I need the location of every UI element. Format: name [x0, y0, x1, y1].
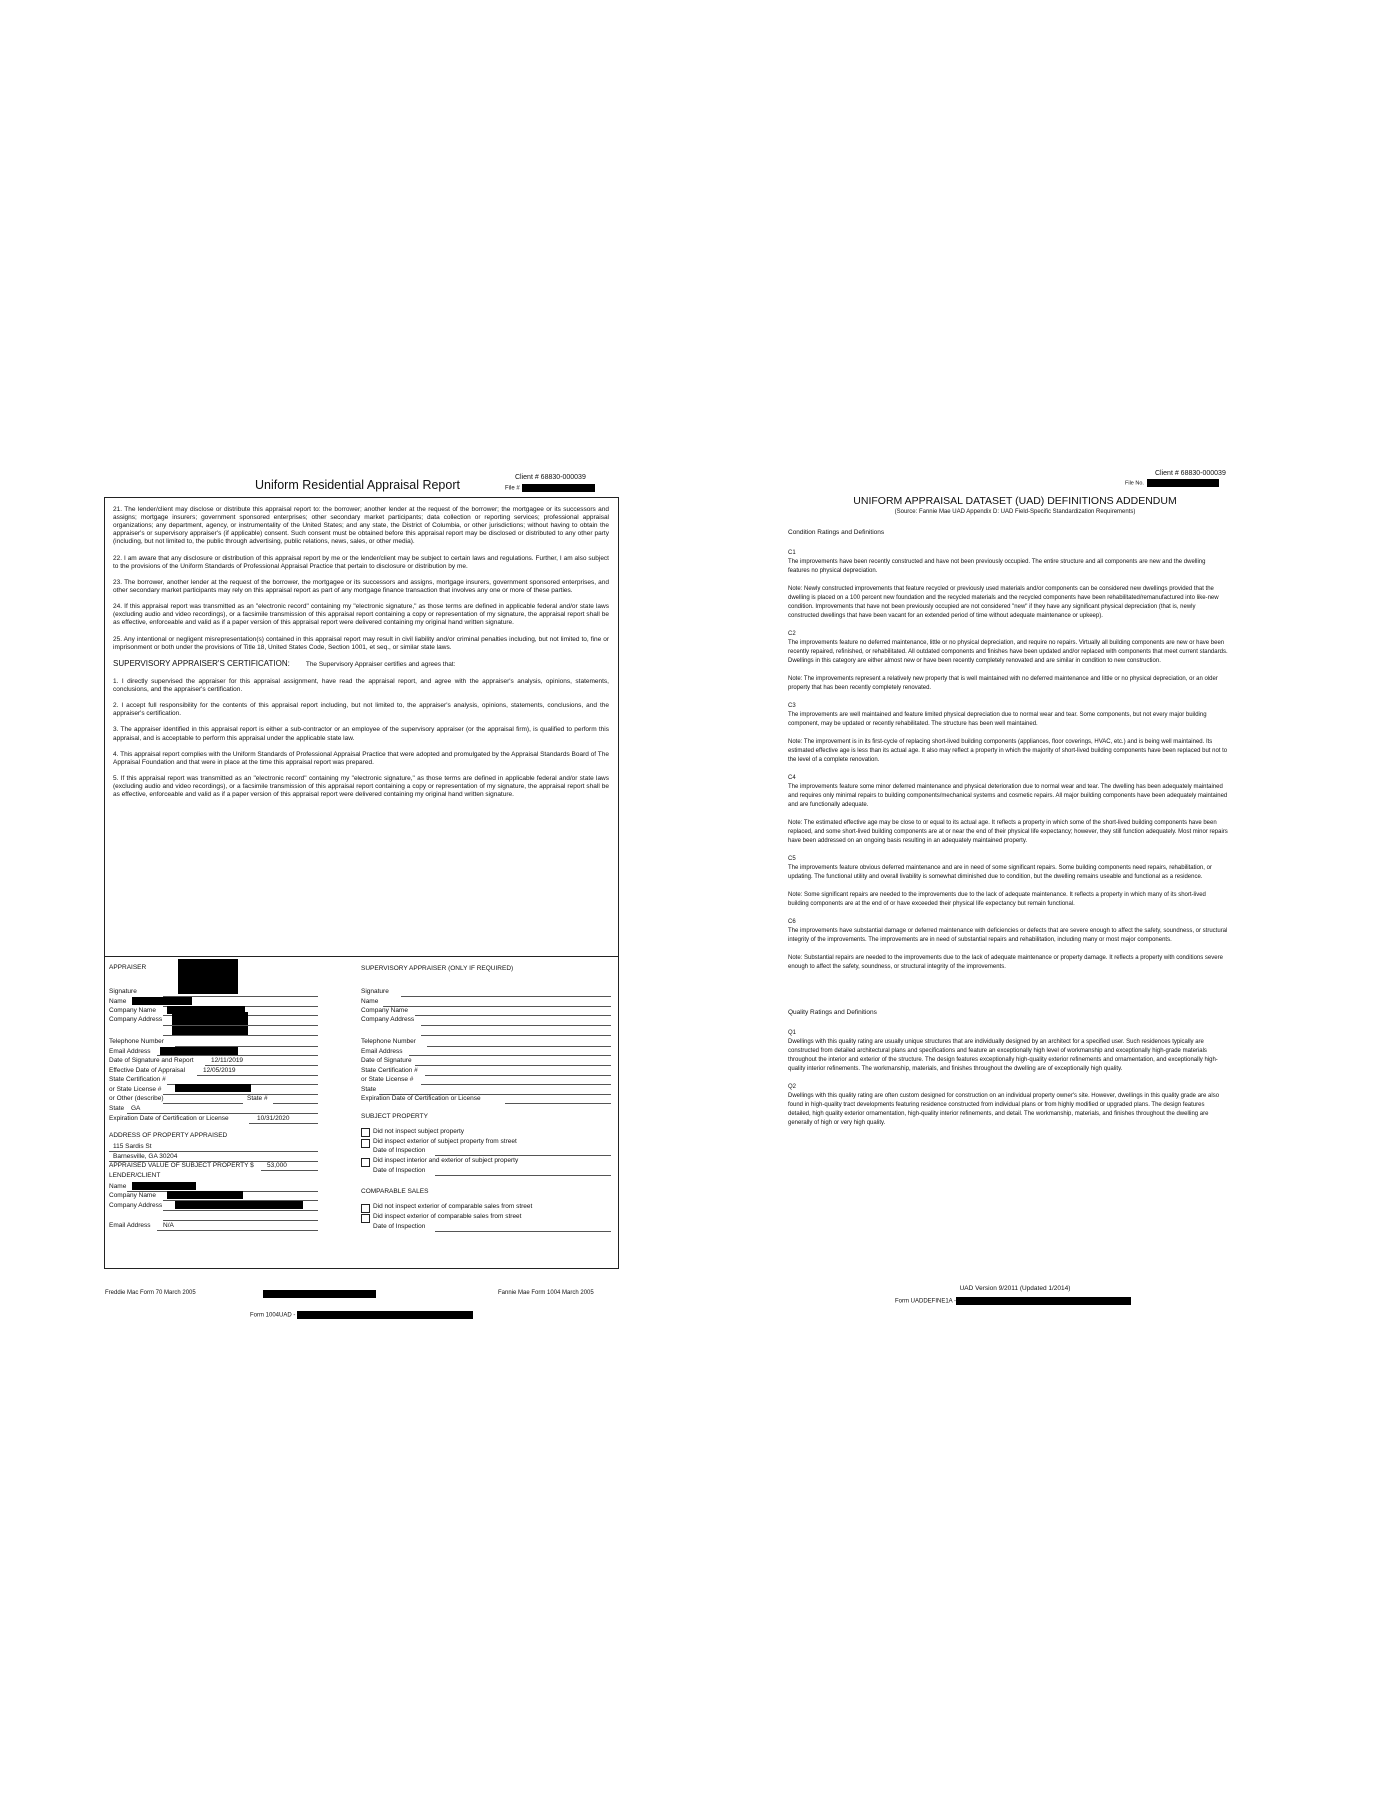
subj-not-inspected-checkbox[interactable] [361, 1128, 370, 1137]
redaction-block [956, 1297, 1131, 1305]
other-describe-label: or Other (describe) [109, 1095, 164, 1102]
comp-exterior-label: Did inspect exterior of comparable sales from street [373, 1213, 522, 1220]
paragraph-25: 25. Any intentional or negligent misrepresentation(s) contained in this appraisal report may result in civil liability and/or criminal penalties including, but not limited to, fine or imprisonment or both under the provisions of Title 18, United States Code, Section 1001, et seq., or similar state laws. [113, 635, 609, 651]
sup-signature-line [401, 996, 611, 997]
sup-date-label: Date of Signature [361, 1057, 412, 1064]
state-value: GA [131, 1105, 141, 1112]
condition-heading: Condition Ratings and Definitions [788, 529, 885, 536]
redaction-block [1147, 479, 1219, 487]
supervisory-appraiser-heading: SUPERVISORY APPRAISER (ONLY IF REQUIRED) [361, 965, 514, 972]
sup-signature-label: Signature [361, 988, 389, 995]
condition-code: C4 [788, 775, 796, 781]
file-label: File No. [1125, 480, 1144, 487]
sup-name-line [383, 1006, 611, 1007]
lender-company-label: Company Name [109, 1192, 156, 1199]
redaction-block [167, 1191, 243, 1199]
appraised-value-line [261, 1170, 318, 1171]
form-label: Form UADDEFINE1A - [895, 1298, 957, 1305]
lender-name-label: Name [109, 1183, 127, 1190]
supervisory-item-2: 2. I accept full responsibility for the contents of this appraisal report including, but not limited to, the appraiser's analysis, opinions, statements, conclusions, and the appraiser's certification. [113, 702, 609, 718]
comp-exterior-date-line [435, 1231, 611, 1232]
state-number-label: State # [247, 1095, 268, 1102]
subject-property-heading: SUBJECT PROPERTY [361, 1113, 428, 1120]
date-signature-line [205, 1065, 318, 1066]
subj-exterior-checkbox[interactable] [361, 1139, 370, 1148]
sup-state-cert-line [425, 1075, 611, 1076]
condition-note: Note: Substantial repairs are needed to the improvements due to the lack of adequate maintenance or property damage. It reflects a property with conditions severe enough to affect the safety, soundness, or structural integrity of the improvements. [788, 955, 1223, 970]
sup-phone-line [427, 1046, 611, 1047]
property-address-line-2: Barnesville, GA 30204 [113, 1153, 178, 1160]
appraiser-email-label: Email Address [109, 1048, 151, 1055]
sup-name-label: Name [361, 998, 379, 1005]
quality-code: Q1 [788, 1030, 797, 1036]
file-number [505, 484, 595, 492]
sup-email-label: Email Address [361, 1048, 403, 1055]
paragraph-21: 21. The lender/client may disclose or distribute this appraisal report to: the borrower; another lender at the request of the borrower; the mortgagee or its successors and assigns; mortgage insurers; government sponsored enterprises; other secondary market participants; data collection or reporting services; professional appraisal organizations; any department, agency, or instrumentality of the United States; and any state, the District of Columbia, or other jurisdictions; without having to obtain the appraiser's or supervisory appraiser's (if applicable) consent. Such consent must be obtained before this appraisal report may be disclosed or distributed to any other party (including, but not limited to, the public through advertising, public relations, news, sales, or other media). [113, 506, 609, 546]
paragraph-24: 24. If this appraisal report was transmitted as an "electronic record" containing my "electronic signature," as those terms are defined in applicable federal and/or state laws (excluding audio and video recordings), or a facsimile transmission of this appraisal report containing a copy or representation of my signature, the appraisal report shall be as effective, enforceable and valid as if a paper version of this appraisal report were delivered containing my original hand written signature. [113, 603, 609, 627]
appraiser-address-line-2 [163, 1035, 318, 1036]
appraiser-signature-label: Signature [109, 988, 137, 995]
supervisory-item-4: 4. This appraisal report complies with the Uniform Standards of Professional Appraisal Practice that were adopted and promulgated by the Appraisal Standards Board of The Appraisal Foundation and that were in place at the time this appraisal report was prepared. [113, 750, 609, 766]
redaction-block [132, 997, 192, 1005]
quality-heading: Quality Ratings and Definitions [788, 1009, 877, 1016]
form-number [250, 1311, 473, 1319]
page-title: UNIFORM APPRAISAL DATASET (UAD) DEFINITIONS ADDENDUM [853, 495, 1177, 507]
footer-freddie-mac: Freddie Mac Form 70 March 2005 [105, 1290, 196, 1296]
appraiser-heading: APPRAISER [109, 964, 147, 971]
condition-text: The improvements feature obvious deferred maintenance and are in need of some significant repairs. Some building components need repairs, rehabilitation, or updating. The functional utility and overall livability is somewhat diminished due to condition, but the dwelling remains useable and functional as a residence. [788, 865, 1212, 880]
appraiser-address-label: Company Address [109, 1016, 163, 1023]
comp-exterior-date-label: Date of Inspection [373, 1223, 426, 1230]
appraised-value-amount: 53,000 [267, 1162, 287, 1169]
supervisory-item-3: 3. The appraiser identified in this appraisal report is either a sub-contractor or an employee of the supervisory appraiser (or the appraisal firm), is qualified to perform this appraisal, and is acceptable to perform this appraisal under the applicable state law. [113, 726, 609, 742]
sup-state-license-label: or State License # [361, 1076, 414, 1083]
sup-company-line [415, 1015, 611, 1016]
subj-interior-label: Did inspect interior and exterior of subject property [373, 1157, 519, 1164]
property-address-line-1: 115 Sardis St [113, 1143, 152, 1150]
lender-address-label: Company Address [109, 1202, 163, 1209]
condition-code: C2 [788, 631, 796, 637]
certification-text [113, 506, 609, 807]
supervisory-heading [113, 660, 609, 669]
comparable-sales-heading: COMPARABLE SALES [361, 1188, 429, 1195]
form-number [895, 1297, 1131, 1305]
section-divider [105, 956, 618, 957]
redaction-block [175, 1201, 303, 1209]
subj-exterior-label: Did inspect exterior of subject property from street [373, 1138, 517, 1145]
condition-text: The improvements are well maintained and feature limited physical depreciation due to normal wear and tear. Some components, but not every major building component, may be updated or recently rehabilitated. The structure has been well maintained. [788, 712, 1207, 727]
redaction-block [160, 1047, 238, 1055]
condition-note: Note: Newly constructed improvements that feature recycled or previously used materials and/or components can be considered new dwellings provided that the dwelling is placed on a 100 percent new foundation and the recycled materials and the recycled components have been rehabilitated/remanufactured into like-new condition. Improvements that have not been previously occupied are not considered "new" if they have any significant physical depreciation (that is, newly constructed dwellings that have been vacant for an extended period of time without adequate maintenance or upkeep). [788, 586, 1219, 619]
expiration-line [249, 1123, 318, 1124]
redaction-block [297, 1311, 473, 1319]
quality-code: Q2 [788, 1084, 797, 1090]
paragraph-22: 22. I am aware that any disclosure or distribution of this appraisal report by me or the lender/client may be subject to certain laws and regulations. Further, I am also subject to the provisions of the Uniform Standards of Professional Appraisal Practice that pertain to disclosure or distribution by me. [113, 554, 609, 570]
lender-address-line-2 [163, 1220, 318, 1221]
sup-expiration-label: Expiration Date of Certification or License [361, 1095, 481, 1102]
supervisory-heading-text: SUPERVISORY APPRAISER'S CERTIFICATION: [113, 658, 290, 668]
subj-interior-date-label: Date of Inspection [373, 1167, 426, 1174]
property-address-heading: ADDRESS OF PROPERTY APPRAISED [109, 1132, 228, 1139]
subj-not-inspected-label: Did not inspect subject property [373, 1128, 465, 1135]
paragraph-23: 23. The borrower, another lender at the request of the borrower, the mortgagee or its successors and assigns, mortgage insurers, government sponsored enterprises, and other secondary market participants may rely on this appraisal report as part of any mortgage finance transaction that involves any one or more of these parties. [113, 578, 609, 594]
subj-interior-checkbox[interactable] [361, 1158, 370, 1167]
appraised-value-label: APPRAISED VALUE OF SUBJECT PROPERTY $ [109, 1162, 254, 1169]
supervisory-intro: The Supervisory Appraiser certifies and agrees that: [305, 660, 456, 668]
appraisal-report-page [100, 470, 620, 1320]
comp-exterior-checkbox[interactable] [361, 1214, 370, 1223]
condition-note: Note: The improvements represent a relatively new property that is well maintained with no deferred maintenance and little or no physical depreciation, or an older property that has been recently completely renovated. [788, 676, 1218, 691]
supervisory-item-1: 1. I directly supervised the appraiser for this appraisal assignment, have read the appraisal report, and agree with the appraiser's analysis, opinions, statements, conclusions, and the appraiser's certification. [113, 677, 609, 693]
condition-code: C5 [788, 856, 796, 862]
condition-code: C6 [788, 919, 796, 925]
sup-phone-label: Telephone Number [361, 1038, 416, 1045]
effective-date-label: Effective Date of Appraisal [109, 1067, 186, 1074]
state-cert-label: State Certification # [109, 1076, 166, 1083]
supervisory-item-5: 5. If this appraisal report was transmitted as an "electronic record" containing my "electronic signature," as those terms are defined in applicable federal and/or state laws (excluding audio and video recordings), or a facsimile transmission of this appraisal report containing a copy or representation of my signature, the appraisal report shall be as effective, enforceable and valid as if a paper version of this appraisal report were delivered containing my original hand written signature. [113, 775, 609, 799]
report-header [100, 470, 620, 492]
client-number: Client # 68830-000039 [1155, 470, 1226, 477]
lender-email-label: Email Address [109, 1222, 151, 1229]
uad-definitions-page [785, 470, 1245, 1310]
sup-address-label: Company Address [361, 1016, 415, 1023]
redaction-block [132, 1182, 196, 1190]
condition-text: The improvements feature no deferred maintenance, little or no physical depreciation, and require no repairs. Virtually all building components are new or have been recently repaired, refinished, or rehabilitated. All outdated components and finishes have been updated and/or replaced with components that meet current standards. Dwellings in this category are either almost new or have been recently completely renovated and are similar in condition to new construction. [788, 640, 1228, 664]
expiration-value: 10/31/2020 [257, 1115, 290, 1122]
expiration-label: Expiration Date of Certification or License [109, 1115, 229, 1122]
appraiser-address-line-1 [163, 1025, 318, 1026]
redaction-block [522, 484, 595, 492]
lender-email-line [157, 1230, 318, 1231]
redaction-block [172, 1012, 248, 1036]
subj-exterior-date-label: Date of Inspection [373, 1147, 426, 1154]
file-label: File # [505, 485, 520, 492]
definitions-body [788, 528, 1228, 1128]
effective-date-line [197, 1075, 318, 1076]
sup-company-label: Company Name [361, 1007, 408, 1014]
state-label: State [109, 1105, 125, 1112]
page-title: Uniform Residential Appraisal Report [255, 478, 460, 492]
condition-text: The improvements have been recently constructed and have not been previously occupied. The entire structure and all components are new and the dwelling features no physical depreciation. [788, 559, 1206, 574]
date-signature-label: Date of Signature and Report [109, 1057, 194, 1064]
footer-fannie-mae: Fannie Mae Form 1004 March 2005 [498, 1290, 594, 1296]
lender-heading: LENDER/CLIENT [109, 1172, 161, 1179]
sup-state-cert-label: State Certification # [361, 1067, 418, 1074]
appraiser-company-label: Company Name [109, 1007, 156, 1014]
comp-not-inspected-label: Did not inspect exterior of comparable sales from street [373, 1203, 533, 1210]
sup-date-line [415, 1065, 611, 1066]
effective-date-value: 12/05/2019 [203, 1067, 236, 1074]
condition-note: Note: Some significant repairs are needed to the improvements due to the lack of adequate maintenance. It reflects a property in which many of its short-lived building components are at the end of or have exceeded their physical life expectancy but remain functional. [788, 892, 1206, 907]
lender-email-value: N/A [163, 1222, 174, 1229]
condition-text: The improvements feature some minor deferred maintenance and physical deterioration due to normal wear and tear. The dwelling has been adequately maintained and requires only minimal repairs to building components/mechanical systems and cosmetic repairs. All major building components have been adequately maintained and are functionally adequate. [788, 784, 1228, 808]
lender-address-line-1 [163, 1210, 318, 1211]
condition-code: C1 [788, 550, 796, 556]
sup-address-line-1 [421, 1025, 611, 1026]
sup-state-license-line [421, 1084, 611, 1085]
certification-box [104, 497, 619, 1269]
quality-text: Dwellings with this quality rating are often custom designed for construction on an individual property owner's site. However, dwellings in this quality grade are also found in high-quality tract developments featuring residence constructed from individual plans or from highly modified or upgraded plans. The design features detailed, high quality exterior ornamentation, high-quality interior refinements, and detail. The workmanship, materials, and finishes throughout the dwelling are generally of high or very high quality. [788, 1093, 1220, 1126]
state-number-line [273, 1103, 318, 1104]
appraiser-name-label: Name [109, 998, 127, 1005]
appraiser-email-line [157, 1055, 318, 1056]
condition-code: C3 [788, 703, 796, 709]
subj-interior-date-line [435, 1175, 611, 1176]
redaction-block [175, 1084, 251, 1092]
state-license-line [163, 1094, 318, 1095]
property-address-underline-1 [109, 1151, 318, 1152]
condition-note: Note: The improvement is in its first-cycle of replacing short-lived building components (appliances, floor coverings, HVAC, etc.) and is being well maintained. Its estimated effective age is less than its actual age. It also may reflect a property in which the majority of short-lived building components have been replaced but not to the level of a complete renovation. [788, 739, 1228, 763]
comp-not-inspected-checkbox[interactable] [361, 1204, 370, 1213]
state-license-label: or State License # [109, 1086, 162, 1093]
page-subtitle: (Source: Fannie Mae UAD Appendix D: UAD Field-Specific Standardization Requirements) [894, 509, 1136, 515]
quality-text: Dwellings with this quality rating are usually unique structures that are individually designed by an architect for a specified user. Such residences typically are constructed from detailed architectural plans and specifications and feature an exceptionally high level of workmanship and exceptionally high-grade materials throughout the interior and exterior of the structure. The design features exceptionally high-quality exterior refinements and ornamentation, and exceptionally high-quality interior refinements. The workmanship, materials, and finishes throughout the dwelling are of exceptionally high quality. [788, 1039, 1218, 1072]
condition-note: Note: The estimated effective age may be close to or equal to its actual age. It reflects a property in which some of the short-lived building components have been replaced, and some short-lived building components are at or near the end of their physical life expectancy; however, they still function adequately. Most minor repairs have been addressed on an ongoing basis resulting in an adequately maintained property. [788, 820, 1228, 844]
sup-address-line-2 [421, 1035, 611, 1036]
date-signature-value: 12/11/2019 [211, 1057, 244, 1064]
sup-state-label: State [361, 1086, 377, 1093]
appraiser-phone-label: Telephone Number [109, 1038, 164, 1045]
uad-version: UAD Version 9/2011 (Updated 1/2014) [959, 1285, 1071, 1292]
sup-email-line [409, 1055, 611, 1056]
file-number [1125, 479, 1219, 487]
client-number: Client # 68830-000039 [515, 474, 586, 481]
redaction-block [178, 959, 238, 994]
sup-expiration-line [505, 1103, 611, 1104]
other-describe-line [163, 1103, 243, 1104]
subj-exterior-date-line [435, 1155, 611, 1156]
form-label: Form 1004UAD - [250, 1312, 296, 1319]
redaction-block [263, 1290, 376, 1298]
condition-text: The improvements have substantial damage or deferred maintenance with deficiencies or defects that are severe enough to affect the safety, soundness, or structural integrity of the improvements. The improvements are in need of substantial repairs and rehabilitation, including many or most major components. [788, 928, 1228, 943]
state-line [127, 1113, 318, 1114]
